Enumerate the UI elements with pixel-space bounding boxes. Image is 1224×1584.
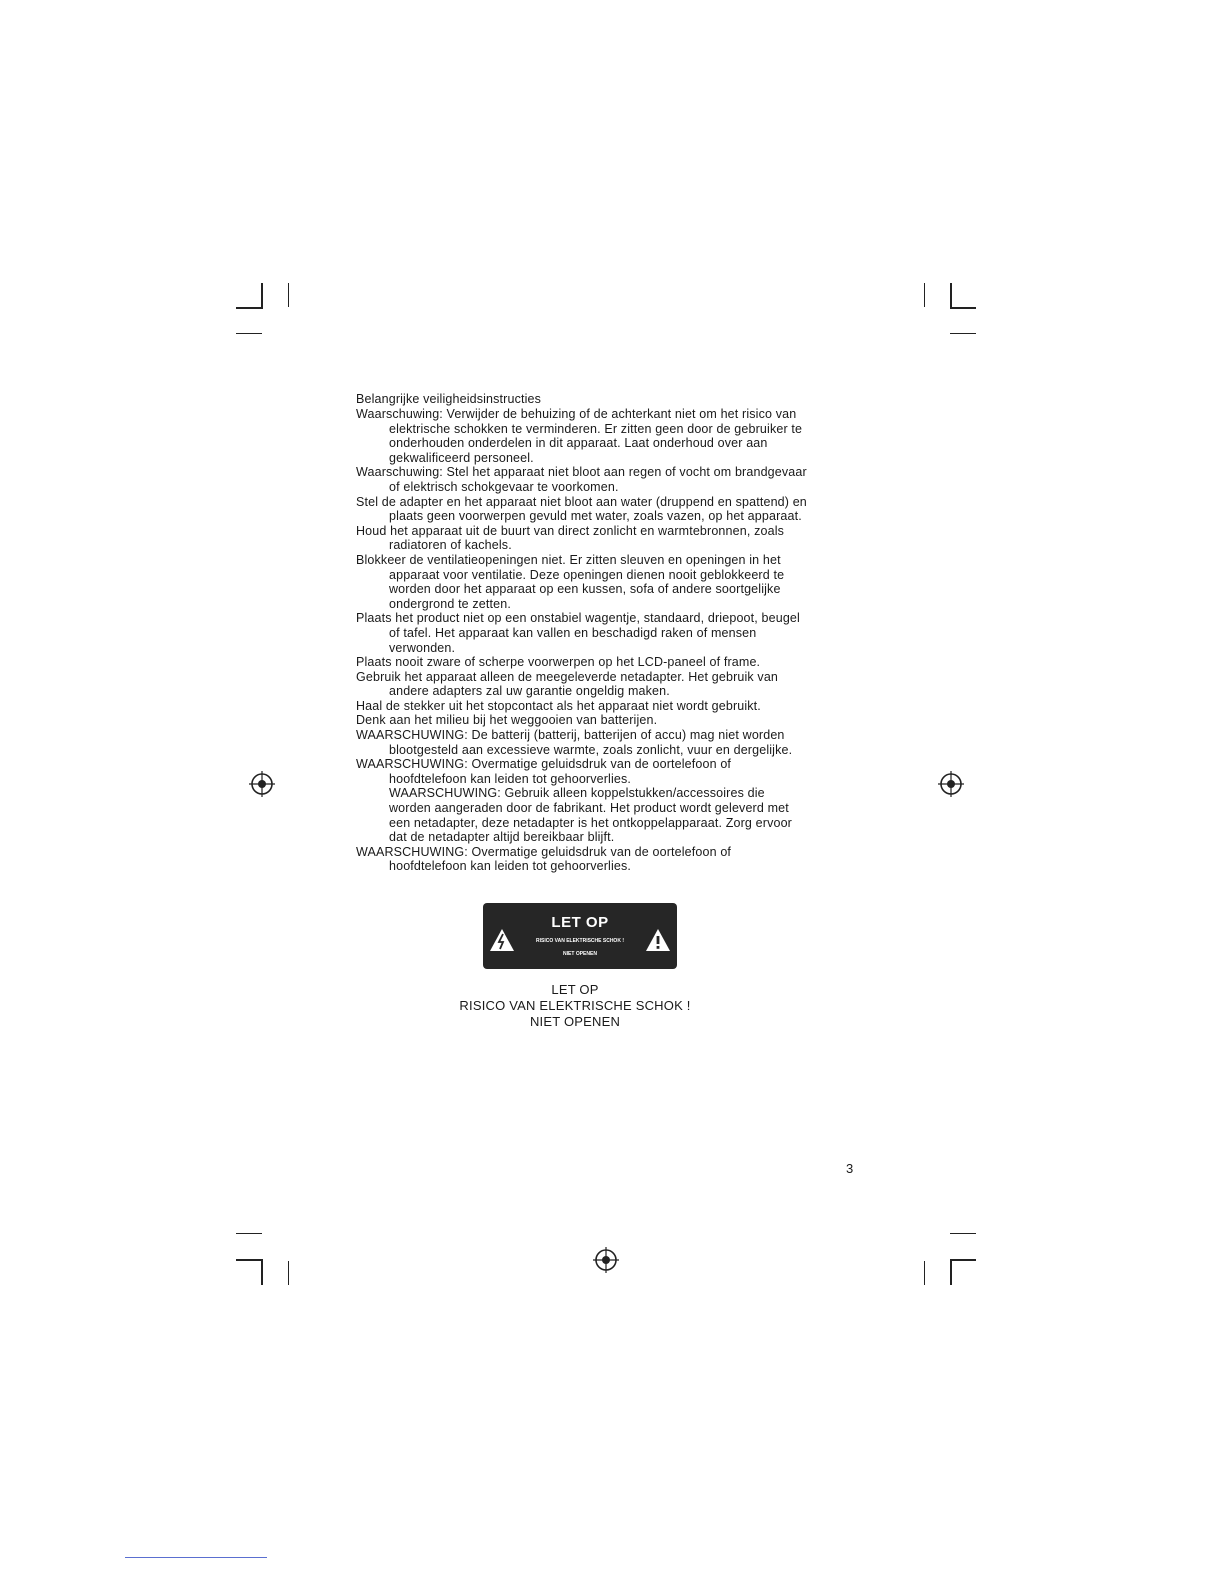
instruction-line: worden door het apparaat op een kussen, sofa of andere soortgelijke (389, 582, 781, 597)
instruction-line: Plaats het product niet op een onstabiel wagentje, standaard, driepoot, beugel (356, 611, 800, 626)
instruction-line: WAARSCHUWING: Overmatige geluidsdruk van de oortelefoon of (356, 844, 732, 859)
crop-mark (288, 1261, 289, 1285)
instruction-line: andere adapters zal uw garantie ongeldig maken. (389, 684, 670, 699)
instruction-line: hoofdtelefoon kan leiden tot gehoorverlies. (389, 771, 632, 786)
instruction-line: WAARSCHUWING: De batterij (batterij, batterijen of accu) mag niet worden (356, 728, 785, 743)
registration-mark-icon (593, 1247, 619, 1273)
instruction-line: hoofdtelefoon kan leiden tot gehoorverlies. (389, 859, 632, 874)
instruction-line: gekwalificeerd personeel. (389, 450, 534, 465)
instruction-line: ondergrond te zetten. (389, 596, 511, 611)
instruction-item (356, 845, 866, 874)
instruction-line: apparaat voor ventilatie. Deze openingen dienen nooit geblokkeerd te (389, 567, 785, 582)
instruction-item (356, 670, 866, 699)
crop-mark (236, 307, 262, 309)
crop-mark (288, 283, 289, 307)
instruction-line: blootgesteld aan excessieve warmte, zoals zonlicht, vuur en dergelijke. (389, 742, 793, 757)
instruction-item (356, 465, 866, 494)
crop-mark (950, 283, 952, 309)
crop-mark (950, 1233, 976, 1234)
footer-link-underline (125, 1557, 267, 1558)
instruction-item (356, 611, 866, 655)
crop-mark (950, 1259, 976, 1261)
instruction-line: radiatoren of kachels. (389, 538, 512, 553)
crop-mark (950, 333, 976, 334)
registration-mark-icon (249, 771, 275, 797)
instruction-line: Waarschuwing: Stel het apparaat niet bloot aan regen of vocht om brandgevaar (356, 465, 807, 480)
warning-label-line1: RISICO VAN ELEKTRISCHE SCHOK ! (536, 938, 624, 944)
instruction-item (356, 524, 866, 553)
crop-mark (236, 1259, 262, 1261)
instruction-item (356, 407, 866, 465)
instruction-line: Waarschuwing: Verwijder de behuizing of de achterkant niet om het risico van (356, 407, 797, 421)
crop-mark (261, 283, 263, 309)
warning-triangle-icon (645, 928, 671, 952)
instruction-line: een netadapter, deze netadapter is het ontkoppelapparaat. Zorg ervoor (389, 815, 792, 830)
caption-line3: NIET OPENEN (529, 1014, 621, 1029)
instruction-line: elektrische schokken te verminderen. Er zitten geen door de gebruiker te (389, 421, 803, 436)
instruction-line: Denk aan het milieu bij het weggooien van batterijen. (356, 713, 658, 728)
crop-mark (261, 1259, 263, 1285)
warning-label-line2: NIET OPENEN (563, 951, 597, 957)
registration-mark-icon (938, 771, 964, 797)
instruction-line: dat de netadapter altijd bereikbaar blijft. (389, 830, 615, 845)
instruction-line: Haal de stekker uit het stopcontact als het apparaat niet wordt gebruikt. (356, 698, 761, 713)
crop-mark (236, 333, 262, 334)
document-heading: Belangrijke veiligheidsinstructies (356, 392, 542, 406)
crop-mark (924, 1261, 925, 1285)
instruction-item (356, 655, 866, 670)
instruction-item (356, 728, 866, 757)
instruction-line: of tafel. Het apparaat kan vallen en beschadigd raken of mensen (389, 625, 757, 640)
instruction-line: Stel de adapter en het apparaat niet bloot aan water (druppend en spattend) en (356, 494, 807, 509)
safety-instructions-list (356, 407, 866, 874)
crop-mark (236, 1233, 262, 1234)
crop-mark (924, 283, 925, 307)
instruction-line: onderhouden onderdelen in dit apparaat. Laat onderhoud over aan (389, 436, 768, 451)
caption-line2: RISICO VAN ELEKTRISCHE SCHOK ! (459, 998, 691, 1013)
instruction-item (356, 699, 866, 714)
instruction-line: of elektrisch schokgevaar te voorkomen. (389, 479, 619, 494)
instruction-line: worden aangeraden door de fabrikant. Het product wordt geleverd met (389, 801, 789, 816)
crop-mark (950, 307, 976, 309)
instruction-line: WAARSCHUWING: Gebruik alleen koppelstukken/accessoires die (389, 786, 765, 801)
instruction-item (356, 757, 866, 845)
instruction-item (356, 553, 866, 611)
instruction-line: Gebruik het apparaat alleen de meegeleverde netadapter. Het gebruik van (356, 669, 779, 684)
instruction-line: plaats geen voorwerpen gevuld met water, zoals vazen, op het apparaat. (389, 509, 802, 524)
instruction-line: Blokkeer de ventilatieopeningen niet. Er zitten sleuven en openingen in het (356, 552, 781, 567)
caption-line1: LET OP (551, 982, 599, 997)
instruction-line: Houd het apparaat uit de buurt van direct zonlicht en warmtebronnen, zoals (356, 523, 785, 538)
page-number: 3 (846, 1161, 854, 1176)
warning-triangle-icon (489, 928, 515, 952)
crop-mark (950, 1259, 952, 1285)
warning-label (483, 903, 677, 969)
instruction-line: WAARSCHUWING: Overmatige geluidsdruk van de oortelefoon of (356, 757, 732, 772)
instruction-item (356, 713, 866, 728)
warning-caption (400, 982, 750, 1030)
warning-label-title: LET OP (551, 914, 609, 931)
instruction-line: Plaats nooit zware of scherpe voorwerpen op het LCD-paneel of frame. (356, 655, 761, 670)
instruction-line: verwonden. (389, 640, 456, 655)
instruction-item (356, 495, 866, 524)
